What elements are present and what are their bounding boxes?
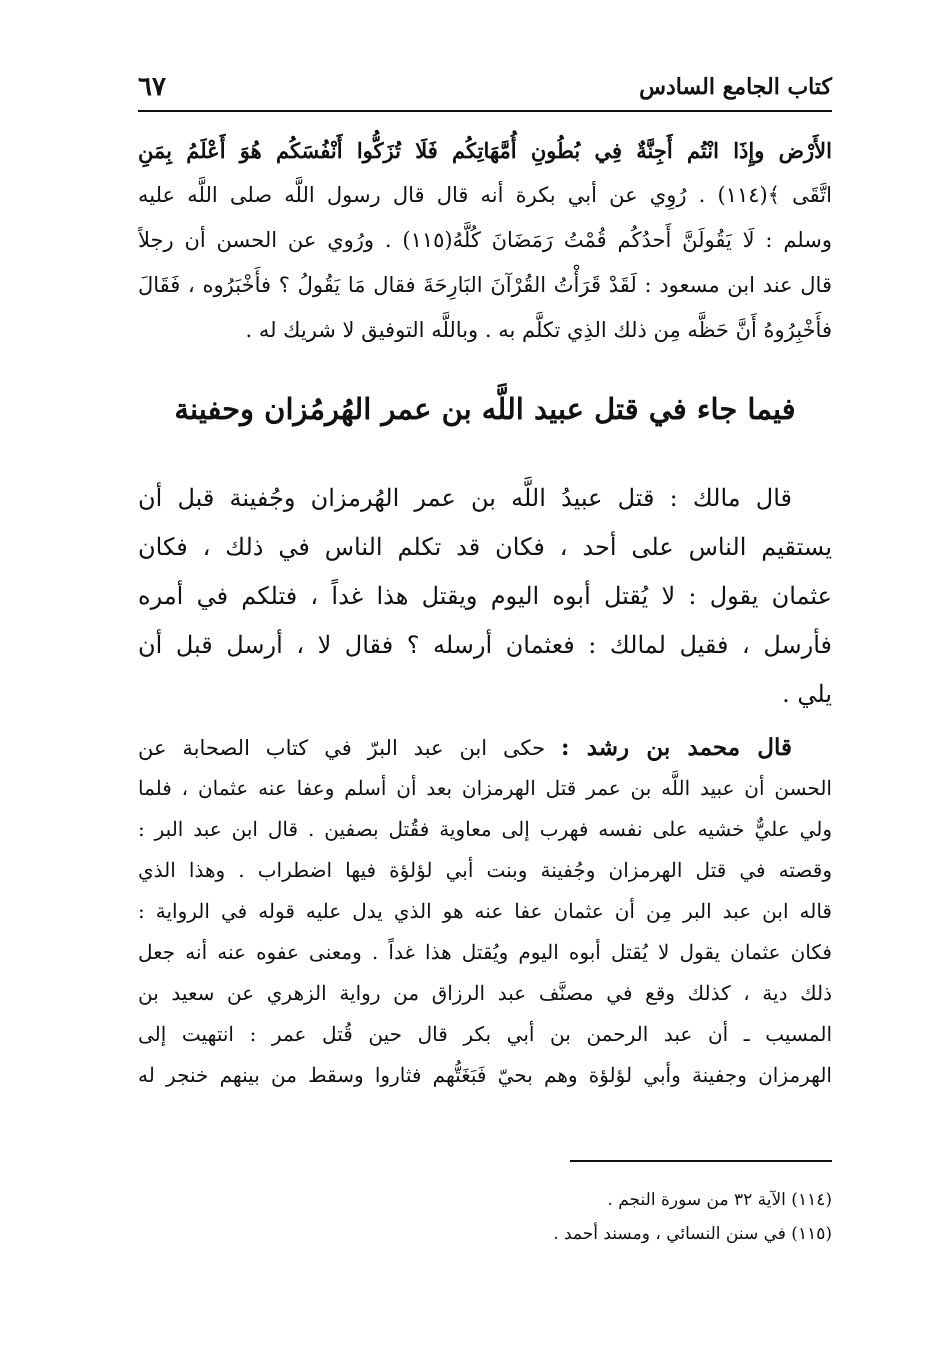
paragraph-line: المسيب ـ أن عبد الرحمن بن أبي بكر قال حين قُتل عمر : انتهيت إلى (138, 1022, 832, 1046)
paragraph-line: قاله ابن عبد البر مِن أن عثمان عفا عنه هو الذي يدل عليه قوله في الرواية : (138, 899, 832, 923)
intro-line: قال عند ابن مسعود : لَقَدْ قَرَأْتُ القُرْآنَ البَارِحَةَ فقال مَا يَقُولُ ؟ فأَخْبَرُوه ، فَقَالَ (138, 273, 832, 297)
paragraph-line: ذلك دية ، كذلك وقع في مصنَّف عبد الرزاق من رواية الزهري عن سعيد بن (138, 981, 832, 1005)
footnote: (١١٥) في سنن النسائي ، ومسند أحمد . (553, 1224, 832, 1244)
paragraph-line: الهرمزان وجفينة وأبي لؤلؤة وهم بحيّ فَبَغَتُّهم فثاروا وسقط من بينهم خنجر له (138, 1063, 832, 1087)
intro-line: اتَّقَى ﴾(١١٤) . رُوِي عن أبي بكرة أنه قال قال رسول اللَّه صلى اللَّه عليه (138, 183, 832, 207)
intro-line: وسلم : لَا يَقُولَنَّ أَحدُكُم قُمْتُ رَمَضَانَ كُلَّهُ(١١٥) . ورُوي عن الحسن أن رجلاً (138, 228, 832, 252)
paragraph-first-line (138, 727, 832, 768)
paragraph-ibn-rushd (138, 727, 832, 1096)
paragraph-line: يستقيم الناس على أحد ، فكان قد تكلم الناس في ذلك ، فكان (138, 533, 832, 561)
footnotes (138, 1183, 832, 1251)
paragraph-line: يلي . (782, 680, 832, 708)
footnote: (١١٤) الآية ٣٢ من سورة النجم . (607, 1190, 832, 1210)
paragraph-line: فكان عثمان يقول لا يُقتل أبوه اليوم ويُقتل هذا غداً . ومعنى عفوه عنه أنه جعل (138, 940, 832, 964)
running-title: كتاب الجامع السادس (639, 74, 832, 100)
running-header (138, 64, 832, 112)
paragraph-line: ولي عليٌّ خشيه على نفسه فهرب إلى معاوية فقُتل بصفين . قال ابن عبد البر : (138, 817, 832, 841)
paragraph-line: قال مالك : قتل عبيدُ اللَّه بن عمر الهُرمزان وجُفينة قبل أن (138, 484, 792, 512)
speaker-label: قال محمد بن رشد : (560, 734, 792, 761)
paragraph-text: حكى ابن عبد البرّ في كتاب الصحابة عن (138, 736, 546, 760)
page-number: ٦٧ (138, 72, 166, 102)
paragraph-line: فأرسل ، فقيل لمالك : فعثمان أرسله ؟ فقال لا ، أرسل قبل أن (138, 631, 832, 659)
paragraph-malik (138, 474, 832, 719)
paragraph-line: وقصته في قتل الهرمزان وجُفينة وبنت أبي لؤلؤة فيها اضطراب . وهذا الذي (138, 858, 832, 882)
footnote-separator (570, 1160, 832, 1162)
section-title: فيما جاء في قتل عبيد اللَّه بن عمر الهُرمُزان وحفينة (174, 392, 796, 426)
paragraph-line: عثمان يقول : لا يُقتل أبوه اليوم ويقتل هذا غداً ، فتلكم في أمره (138, 582, 832, 610)
intro-line: الأَرْض وإِذَا انْتُم أَجِنَّةٌ فِي بُطُونِ أُمَّهَاتِكُم فَلَا تُزَكُّوا أَنْفُسَكُم هُوَ أَعْلَمُ بِمَنِ (138, 138, 832, 163)
intro-line: فأَخْبِرُوهُ أَنَّ حَظَّه مِن ذلك الذِي تكلَّم به . وباللَّه التوفيق لا شريك له . (245, 318, 832, 342)
intro-text (138, 128, 832, 353)
paragraph-line: الحسن أن عبيد اللَّه بن عمر قتل الهرمزان بعد أن أسلم وعفا عنه عثمان ، فلما (138, 776, 832, 800)
